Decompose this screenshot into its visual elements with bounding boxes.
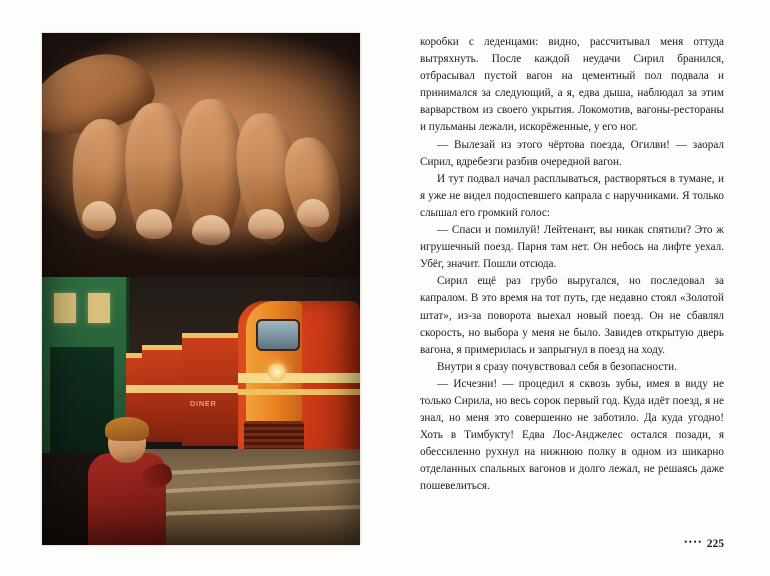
locomotive-stripe-lower bbox=[238, 389, 360, 395]
locomotive-cab-window bbox=[256, 319, 300, 351]
building-window-right bbox=[88, 293, 110, 323]
locomotive-stripe-upper bbox=[238, 373, 360, 383]
paragraph: — Исчезни! — процедил я сквозь зубы, имея в виду не только Сирила, но весь сорок первый год. Куда идёт поезд, я не знал, но меня это совершенно не заботило. Да куда угодно! Хоть в Тимбукту! Едва Лос-Анджелес остался позади, я обессиленно рухнул на нижнюю полку в одном из шикарно отделанных спальных вагонов и долго лежал, не решаясь даже пошевелиться. bbox=[420, 377, 724, 493]
figure-hair bbox=[105, 417, 149, 441]
illustration-canvas bbox=[42, 33, 360, 545]
paragraph: Сирил ещё раз грубо выругался, но последовал за капралом. В это время на тот путь, где недавно стоял «Золотой штат», из-за поворота выехал новый поезд. Он не сбавлял скорость, но выбора у меня не было. Завидев открытую дверь вагона, я примерилась и запрыгнул в поезд на ходу. bbox=[420, 275, 724, 356]
paragraph: — Вылезай из этого чёртова поезда, Огилви! — заорал Сирил, вдребезги разбив очередной вагон. bbox=[420, 138, 724, 168]
fingernail-1 bbox=[82, 201, 116, 231]
locomotive-grill bbox=[244, 421, 304, 451]
locomotive-headlight bbox=[268, 363, 286, 381]
train-car-stripe bbox=[126, 385, 240, 393]
body-text-column bbox=[420, 34, 724, 496]
fingernail-5 bbox=[297, 199, 329, 227]
paragraph: И тут подвал начал расплываться, растворяться в тумане, и я уже не видел подоспевшего капрала с наручниками. Я только слышал его громкий голос: bbox=[420, 172, 724, 219]
page-footer bbox=[420, 537, 724, 550]
footer-ornament: •••• bbox=[684, 537, 703, 547]
train-car-marking: DINER bbox=[190, 401, 217, 408]
building-doorway bbox=[50, 347, 114, 457]
paragraph: — Спаси и помилуй! Лейтенант, вы никак спятили? Это ж игрушечный поезд. Парня там нет. Он небось на лифте уехал. Убёг, значит. Пошли отсюда. bbox=[420, 224, 724, 271]
illustration-plate bbox=[42, 33, 360, 545]
building-window-left bbox=[54, 293, 76, 323]
paragraph: коробки с леденцами: видно, рассчитывал меня оттуда вытряхнуть. После каждой неудачи Сирил бранился, отбрасывал пустой вагон на цементный пол подвала и принимался за следующий, а я, едва дыша, наблюдал за этим варварством из своего укрытия. Локомотив, вагоны-рестораны и пульманы лежали, искорёженные, у его ног. bbox=[420, 36, 724, 134]
page-number: 225 bbox=[706, 538, 724, 550]
paragraph: Внутри я сразу почувствовал себя в безопасности. bbox=[437, 360, 677, 373]
